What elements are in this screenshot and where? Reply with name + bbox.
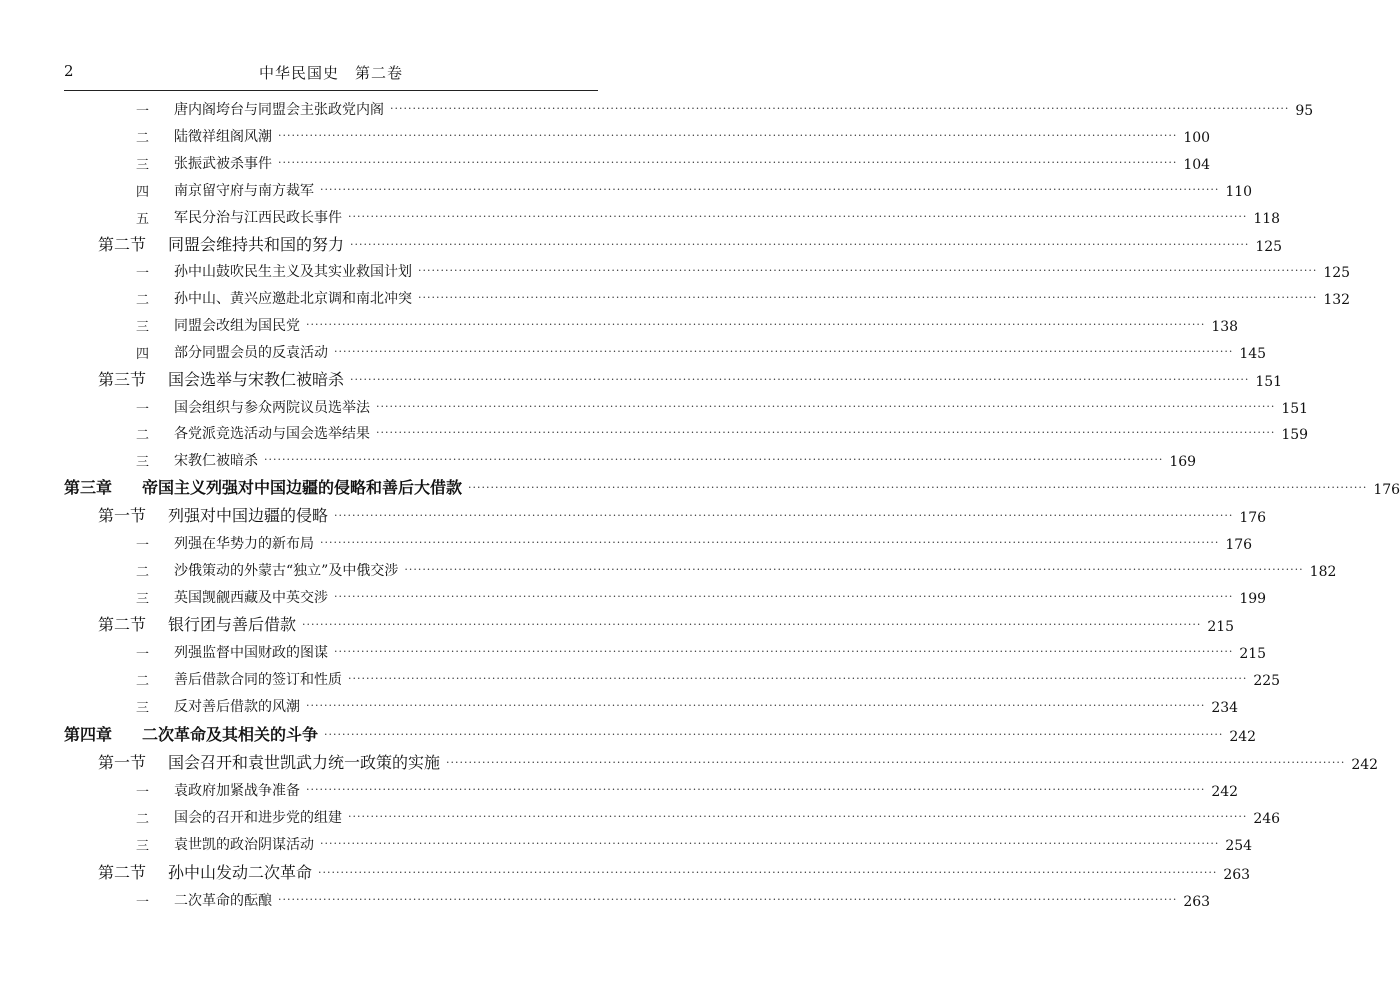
toc-entry-title: 国会组织与参众两院议员选举法 [174,400,370,416]
toc-section [0,749,1379,773]
toc-entry-number: 二 [136,428,150,443]
toc-entry-title: 唐内阁垮台与同盟会主张政党内阁 [174,102,384,118]
toc-entry-number: 一 [136,538,150,553]
toc-entry-page: 125 [1323,265,1351,281]
toc-chapter [0,474,1400,498]
toc-entry-number: 一 [136,402,150,417]
toc-entry-title: 同盟会维持共和国的努力 [168,235,345,254]
toc-entry-page: 104 [1183,157,1211,173]
toc-entry-page: 138 [1211,319,1239,335]
toc-item [0,338,1267,362]
toc-item [0,393,1309,417]
page-number: 2 [64,62,74,80]
toc-entry-number: 第四章 [64,725,113,744]
toc-entry-page: 169 [1169,454,1197,470]
dot-leader: ········································································································································································································ [320,536,1220,549]
dot-leader: ········································································································································································································ [334,345,1234,358]
dot-leader: ········································································································································································································ [404,563,1304,576]
dot-leader: ········································································································································································································ [306,318,1206,331]
toc-entry-page: 176 [1239,510,1267,526]
toc-section [0,859,1251,883]
toc-entry-title: 列强对中国边疆的侵略 [168,506,329,525]
toc-entry-number: 第一节 [98,753,147,772]
toc-section [0,502,1267,526]
toc-entry-page: 118 [1253,211,1281,227]
toc-entry-number: 三 [136,320,150,335]
toc-entry-number: 二 [136,131,150,146]
toc-entry-title: 南京留守府与南方裁军 [174,183,314,199]
toc-item [0,803,1281,827]
dot-leader: ········································································································································································································ [376,426,1276,439]
toc-entry-page: 234 [1211,700,1239,716]
dot-leader: ········································································································································································································ [264,453,1164,466]
toc-item [0,830,1253,854]
dot-leader: ········································································································································································································ [306,699,1206,712]
toc-entry-page: 254 [1225,838,1253,854]
dot-leader: ········································································································································································································ [348,672,1248,685]
toc-entry-number: 三 [136,839,150,854]
toc-item [0,149,1211,173]
dot-leader: ········································································································································································································ [320,183,1220,196]
dot-leader: ········································································································································································································ [376,400,1276,413]
dot-leader: ········································································································································································································ [418,264,1318,277]
dot-leader: ········································································································································································································ [390,102,1290,115]
toc-item [0,638,1267,662]
toc-entry-number: 二 [136,812,150,827]
dot-leader: ········································································································································································································ [334,590,1234,603]
toc-entry-title: 宋教仁被暗杀 [174,453,258,469]
toc-item [0,665,1281,689]
toc-entry-title: 二次革命及其相关的斗争 [142,725,319,744]
toc-entry-title: 军民分治与江西民政长事件 [174,210,342,226]
toc-entry-title: 银行团与善后借款 [168,615,297,634]
toc-entry-page: 246 [1253,811,1281,827]
toc-entry-number: 四 [136,347,150,362]
toc-item [0,419,1309,443]
toc-entry-number: 二 [136,293,150,308]
toc-entry-page: 225 [1253,673,1281,689]
toc-entry-title: 英国觊觎西藏及中英交涉 [174,590,328,606]
toc-item [0,556,1337,580]
dot-leader: ········································································································································································································ [334,509,1234,522]
toc-entry-title: 列强监督中国财政的图谋 [174,645,328,661]
toc-chapter [0,721,1257,745]
toc-entry-page: 176 [1225,537,1253,553]
toc-entry-title: 沙俄策动的外蒙古“独立”及中俄交涉 [174,563,399,579]
toc-entry-page: 176 [1373,482,1400,498]
dot-leader: ········································································································································································································ [334,645,1234,658]
toc-item [0,886,1211,910]
dot-leader: ········································································································································································································ [446,756,1346,769]
toc-entry-title: 国会的召开和进步党的组建 [174,810,342,826]
toc-item [0,776,1239,800]
toc-entry-number: 二 [136,565,150,580]
toc-item [0,95,1314,119]
toc-item [0,311,1239,335]
toc-entry-title: 孙中山发动二次革命 [168,863,313,882]
toc-entry-number: 二 [136,674,150,689]
toc-entry-number: 五 [136,212,150,227]
dot-leader: ········································································································································································································ [278,129,1178,142]
toc-item [0,203,1281,227]
toc-item [0,529,1253,553]
toc-item [0,692,1239,716]
toc-entry-page: 242 [1229,729,1257,745]
toc-entry-title: 陆徵祥组阁风潮 [174,129,272,145]
toc-entry-title: 孙中山、黄兴应邀赴北京调和南北冲突 [174,291,412,307]
toc-entry-number: 一 [136,104,150,119]
toc-entry-title: 张振武被杀事件 [174,156,272,172]
toc-entry-number: 第二节 [98,235,147,254]
dot-leader: ········································································································································································································ [278,156,1178,169]
page-header [64,60,598,91]
toc-entry-number: 三 [136,158,150,173]
toc-entry-page: 242 [1211,784,1239,800]
toc-item [0,122,1211,146]
toc-entry-page: 263 [1223,867,1251,883]
dot-leader: ········································································································································································································ [418,291,1318,304]
toc-item [0,284,1351,308]
toc-entry-title: 各党派竞选活动与国会选举结果 [174,426,370,442]
toc-entry-title: 二次革命的酝酿 [174,893,272,909]
toc-entry-number: 三 [136,455,150,470]
dot-leader: ········································································································································································································ [350,238,1250,251]
toc-section [0,611,1235,635]
toc-item [0,257,1351,281]
dot-leader: ········································································································································································································ [278,893,1178,906]
toc-item [0,176,1253,200]
toc-entry-number: 第二节 [98,863,147,882]
toc-entry-page: 242 [1351,757,1379,773]
dot-leader: ········································································································································································································ [320,837,1220,850]
toc-entry-number: 第三章 [64,478,113,497]
toc-entry-page: 110 [1225,184,1253,200]
toc-entry-page: 145 [1239,346,1267,362]
toc-entry-page: 263 [1183,894,1211,910]
toc-entry-page: 95 [1295,103,1314,119]
toc-entry-title: 国会选举与宋教仁被暗杀 [168,370,345,389]
toc-entry-page: 215 [1207,619,1235,635]
toc-entry-title: 国会召开和袁世凯武力统一政策的实施 [168,753,441,772]
dot-leader: ········································································································································································································ [348,810,1248,823]
toc-entry-page: 100 [1183,130,1211,146]
toc-entry-title: 孙中山鼓吹民生主义及其实业救国计划 [174,264,412,280]
toc-entry-title: 同盟会改组为国民党 [174,318,300,334]
dot-leader: ········································································································································································································ [324,728,1224,741]
toc-entry-number: 第一节 [98,506,147,525]
toc-section [0,231,1283,255]
toc-entry-number: 一 [136,785,150,800]
toc-entry-page: 182 [1309,564,1337,580]
toc-entry-title: 列强在华势力的新布局 [174,536,314,552]
toc-entry-number: 第二节 [98,615,147,634]
toc-entry-page: 159 [1281,427,1309,443]
toc-entry-title: 帝国主义列强对中国边疆的侵略和善后大借款 [142,478,463,497]
toc-entry-page: 132 [1323,292,1351,308]
toc-entry-number: 一 [136,266,150,281]
toc-entry-page: 151 [1255,374,1283,390]
toc-entry-title: 善后借款合同的签订和性质 [174,672,342,688]
toc-section [0,366,1283,390]
running-title: 中华民国史 第二卷 [258,64,403,82]
toc-entry-title: 袁世凯的政治阴谋活动 [174,837,314,853]
toc-entry-title: 部分同盟会员的反袁活动 [174,345,328,361]
dot-leader: ········································································································································································································ [318,866,1218,879]
toc-entry-title: 反对善后借款的风潮 [174,699,300,715]
toc-entry-number: 第三节 [98,370,147,389]
toc-entry-page: 151 [1281,401,1309,417]
dot-leader: ········································································································································································································ [302,618,1202,631]
dot-leader: ········································································································································································································ [350,373,1250,386]
toc-entry-number: 三 [136,701,150,716]
toc-entry-page: 125 [1255,239,1283,255]
dot-leader: ········································································································································································································ [348,210,1248,223]
toc-entry-title: 袁政府加紧战争准备 [174,783,300,799]
toc-entry-number: 一 [136,895,150,910]
toc-entry-number: 四 [136,185,150,200]
toc-entry-number: 三 [136,592,150,607]
toc-entry-number: 一 [136,647,150,662]
dot-leader: ········································································································································································································ [468,481,1368,494]
toc-item [0,446,1197,470]
toc-entry-page: 199 [1239,591,1267,607]
toc-item [0,583,1267,607]
toc-entry-page: 215 [1239,646,1267,662]
dot-leader: ········································································································································································································ [306,783,1206,796]
